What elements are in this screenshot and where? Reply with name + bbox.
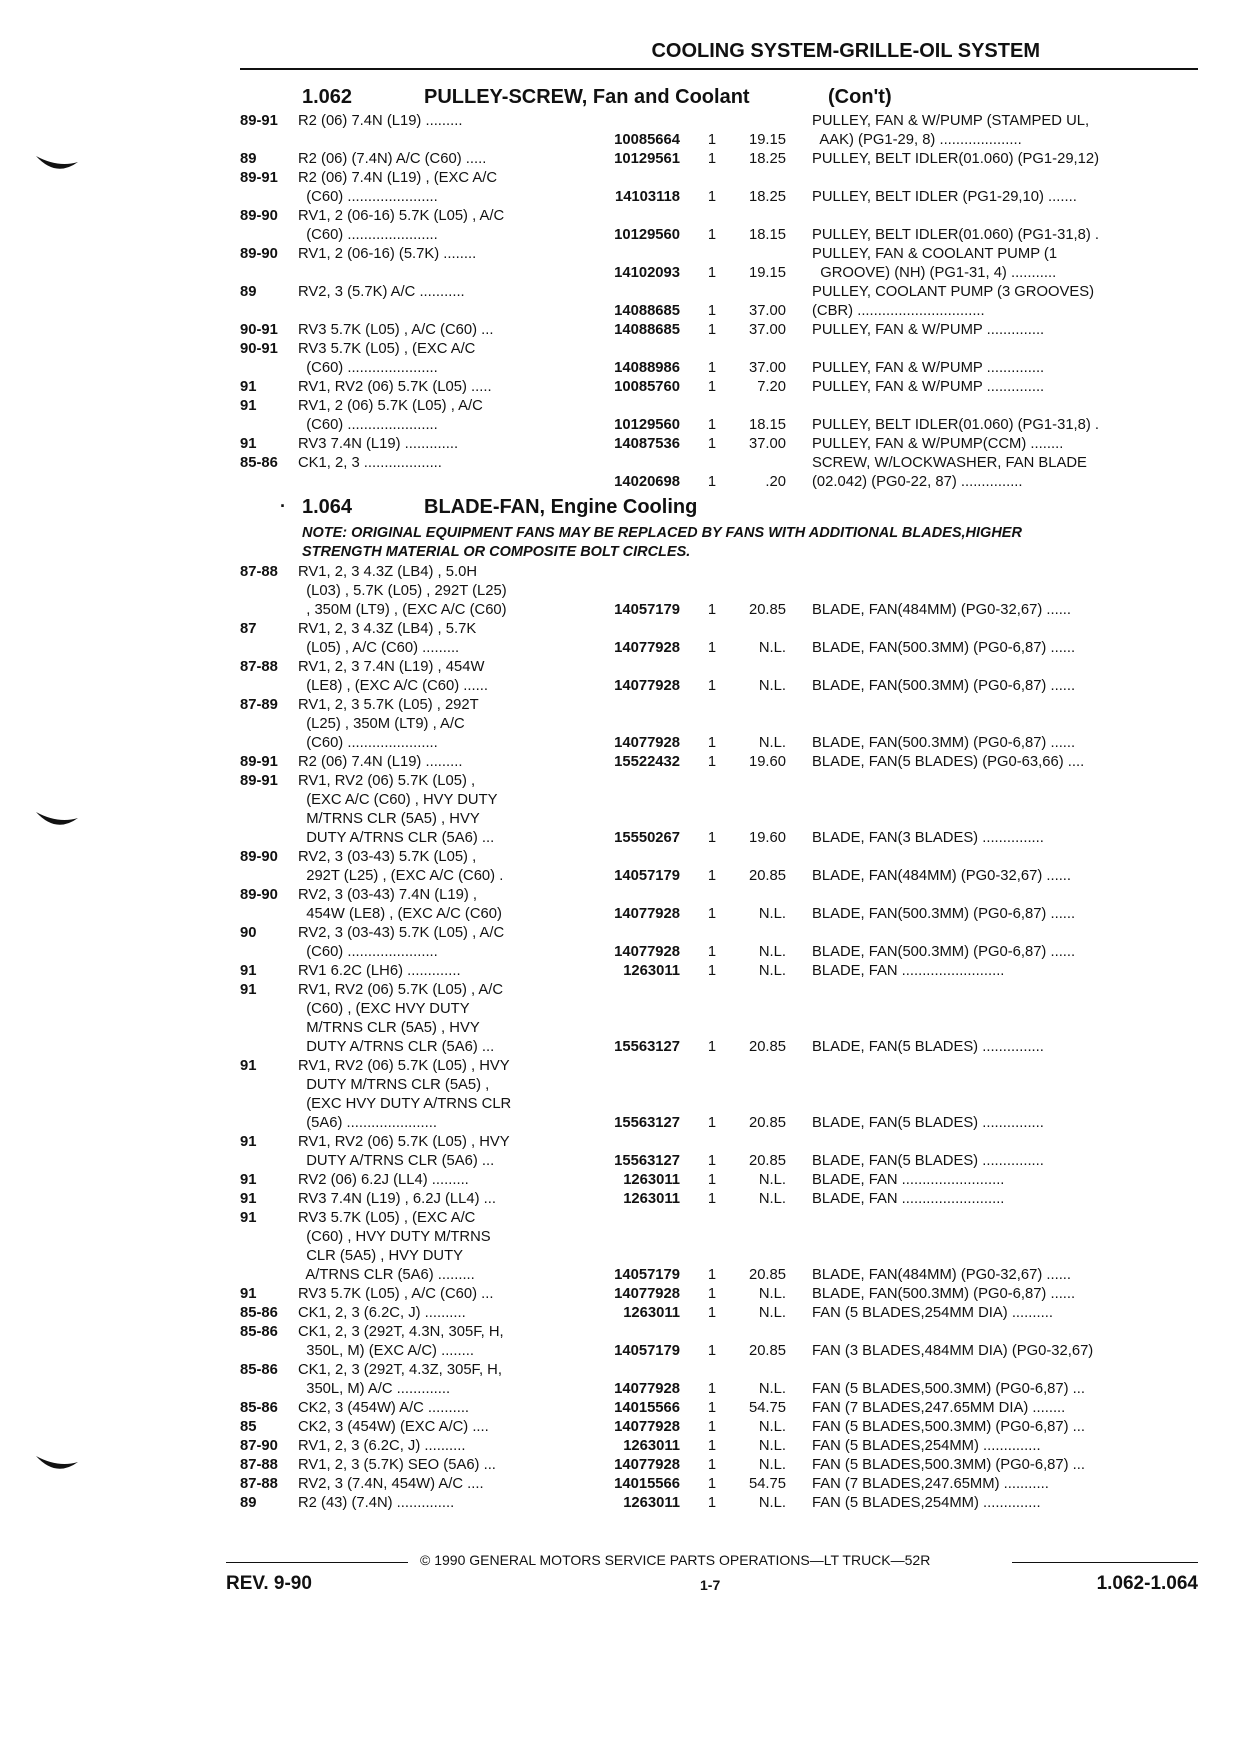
part-number: 14102093: [614, 265, 680, 281]
model-year: 87: [240, 621, 257, 637]
model-year: 89: [240, 151, 257, 167]
application: RV1, RV2 (06) 5.7K (L05) , (EXC A/C (C60) , HVY DUTY M/TRNS CLR (5A5) , HVY DUTY A/TRNS CLR (5A6) ...: [298, 773, 498, 846]
quantity: 1: [707, 1457, 717, 1473]
model-year: 90-91: [240, 322, 278, 338]
quantity: 1: [707, 189, 717, 205]
price: 20.85: [748, 1115, 786, 1131]
price: 7.20: [757, 379, 786, 395]
quantity: 1: [707, 265, 717, 281]
quantity: 1: [707, 1267, 717, 1283]
quantity: 1: [707, 1476, 717, 1492]
model-year: 89-91: [240, 754, 278, 770]
model-year: 89-91: [240, 170, 278, 186]
table-row: [240, 112, 1200, 150]
model-year: 91: [240, 982, 257, 998]
part-description: PULLEY, BELT IDLER(01.060) (PG1-31,8) .: [812, 417, 1100, 433]
price: 54.75: [748, 1400, 786, 1416]
part-description: FAN (7 BLADES,247.65MM DIA) ........: [812, 1400, 1066, 1416]
price: N.L.: [758, 1419, 786, 1435]
application: RV1, 2 (06-16) 5.7K (L05) , A/C (C60) ......................: [298, 208, 505, 243]
model-year: 85: [240, 1419, 257, 1435]
price: 20.85: [748, 868, 786, 884]
table-row: [240, 563, 1200, 620]
price: N.L.: [758, 1305, 786, 1321]
table-row: [240, 886, 1200, 924]
part-number: 15550267: [614, 830, 680, 846]
model-year: 85-86: [240, 1324, 278, 1340]
model-year: 91: [240, 1058, 257, 1074]
application: R2 (06) 7.4N (L19) .........: [298, 754, 463, 770]
part-description: BLADE, FAN(484MM) (PG0-32,67) ......: [812, 1267, 1072, 1283]
part-number: 14015566: [614, 1476, 680, 1492]
part-number: 15563127: [614, 1153, 680, 1169]
table-row: [240, 620, 1200, 658]
price: N.L.: [758, 735, 786, 751]
model-year: 91: [240, 398, 257, 414]
application: R2 (06) 7.4N (L19) .........: [298, 113, 463, 129]
table-row: [240, 1437, 1200, 1456]
table-row: [240, 1494, 1200, 1513]
quantity: 1: [707, 944, 717, 960]
application: RV1, 2, 3 5.7K (L05) , 292T (L25) , 350M (LT9) , A/C (C60) ......................: [298, 697, 479, 751]
table-row: [240, 772, 1200, 848]
part-description: BLADE, FAN(500.3MM) (PG0-6,87) ......: [812, 944, 1076, 960]
part-description: FAN (5 BLADES,254MM) ..............: [812, 1495, 1041, 1511]
application: RV2, 3 (03-43) 7.4N (L19) , 454W (LE8) , (EXC A/C (C60): [298, 887, 502, 922]
model-year: 90: [240, 925, 257, 941]
price: .20: [765, 474, 786, 490]
table-row: [240, 321, 1200, 340]
part-number: 14077928: [614, 1286, 680, 1302]
part-description: BLADE, FAN(500.3MM) (PG0-6,87) ......: [812, 1286, 1076, 1302]
application: RV3 5.7K (L05) , A/C (C60) ...: [298, 322, 494, 338]
part-description: FAN (7 BLADES,247.65MM) ...........: [812, 1476, 1049, 1492]
part-number: 1263011: [623, 1305, 680, 1321]
model-year: 91: [240, 963, 257, 979]
table-row: [240, 207, 1200, 245]
part-number: 14077928: [614, 1381, 680, 1397]
part-number: 14020698: [614, 474, 680, 490]
table-row: [240, 397, 1200, 435]
page-title: COOLING SYSTEM-GRILLE-OIL SYSTEM: [651, 40, 1040, 62]
part-description: FAN (5 BLADES,500.3MM) (PG0-6,87) ...: [812, 1381, 1086, 1397]
quantity: 1: [707, 754, 717, 770]
price: 20.85: [748, 1153, 786, 1169]
price: N.L.: [758, 944, 786, 960]
price: 19.60: [748, 830, 786, 846]
price: 37.00: [748, 360, 786, 376]
part-description: BLADE, FAN(3 BLADES) ...............: [812, 830, 1044, 846]
quantity: 1: [707, 1115, 717, 1131]
quantity: 1: [707, 1438, 717, 1454]
section-heading: [240, 86, 1200, 112]
quantity: 1: [707, 602, 717, 618]
revision-label: REV. 9-90: [226, 1573, 312, 1594]
quantity: 1: [707, 436, 717, 452]
quantity: 1: [707, 963, 717, 979]
part-number: 14057179: [614, 602, 680, 618]
table-row: [240, 924, 1200, 962]
table-row: [240, 1456, 1200, 1475]
part-number: 14077928: [614, 1457, 680, 1473]
model-year: 91: [240, 436, 257, 452]
quantity: 1: [707, 1286, 717, 1302]
section-continued: (Con't): [828, 86, 892, 108]
quantity: 1: [707, 379, 717, 395]
price: 20.85: [748, 1343, 786, 1359]
price: 37.00: [748, 322, 786, 338]
price: 19.15: [748, 265, 786, 281]
application: R2 (43) (7.4N) ..............: [298, 1495, 455, 1511]
model-year: 91: [240, 1134, 257, 1150]
table-row: [240, 981, 1200, 1057]
table-row: [240, 1133, 1200, 1171]
quantity: 1: [707, 1172, 717, 1188]
part-number: 14077928: [614, 640, 680, 656]
binder-hole-icon: [34, 152, 80, 176]
model-year: 91: [240, 1191, 257, 1207]
application: RV2, 3 (03-43) 5.7K (L05) , 292T (L25) , (EXC A/C (C60) .: [298, 849, 504, 884]
table-row: [240, 1304, 1200, 1323]
quantity: 1: [707, 735, 717, 751]
application: CK2, 3 (454W) (EXC A/C) ....: [298, 1419, 489, 1435]
model-year: 90-91: [240, 341, 278, 357]
part-description: BLADE, FAN .........................: [812, 1172, 1005, 1188]
quantity: 1: [707, 1495, 717, 1511]
price: 20.85: [748, 1267, 786, 1283]
quantity: 1: [707, 303, 717, 319]
table-row: [240, 454, 1200, 492]
price: N.L.: [758, 1495, 786, 1511]
part-number: 14077928: [614, 678, 680, 694]
price: 19.60: [748, 754, 786, 770]
application: RV3 7.4N (L19) .............: [298, 436, 459, 452]
model-year: 85-86: [240, 1400, 278, 1416]
model-year: 87-89: [240, 697, 278, 713]
footer-copyright: © 1990 GENERAL MOTORS SERVICE PARTS OPERATIONS—LT TRUCK—52R: [420, 1552, 931, 1568]
part-number: 10129560: [614, 227, 680, 243]
price: 37.00: [748, 436, 786, 452]
section-note: NOTE: ORIGINAL EQUIPMENT FANS MAY BE REPLACED BY FANS WITH ADDITIONAL BLADES,HIGHER STRENGTH MATERIAL OR COMPOSITE BOLT CIRCLES.: [302, 525, 1022, 560]
quantity: 1: [707, 360, 717, 376]
application: RV1 6.2C (LH6) .............: [298, 963, 461, 979]
quantity: 1: [707, 322, 717, 338]
price: 20.85: [748, 1039, 786, 1055]
quantity: 1: [707, 132, 717, 148]
part-description: FAN (5 BLADES,254MM) ..............: [812, 1438, 1041, 1454]
part-number: 14057179: [614, 868, 680, 884]
model-year: 91: [240, 1286, 257, 1302]
quantity: 1: [707, 640, 717, 656]
part-description: PULLEY, FAN & W/PUMP(CCM) ........: [812, 436, 1064, 452]
part-description: BLADE, FAN(5 BLADES) ...............: [812, 1039, 1044, 1055]
table-row: [240, 658, 1200, 696]
part-number: 14077928: [614, 944, 680, 960]
quantity: 1: [707, 678, 717, 694]
table-row: [240, 1475, 1200, 1494]
part-number: 14088685: [614, 322, 680, 338]
model-year: 91: [240, 1210, 257, 1226]
model-year: 89-90: [240, 849, 278, 865]
table-row: [240, 1323, 1200, 1361]
table-row: [240, 1209, 1200, 1285]
price: N.L.: [758, 640, 786, 656]
part-number: 1263011: [623, 1191, 680, 1207]
model-year: 91: [240, 379, 257, 395]
part-number: 14077928: [614, 906, 680, 922]
bullet-mark: ·: [280, 496, 286, 516]
table-row: [240, 340, 1200, 378]
part-description: PULLEY, FAN & W/PUMP ..............: [812, 379, 1045, 395]
price: N.L.: [758, 1286, 786, 1302]
price: 18.25: [748, 189, 786, 205]
application: CK2, 3 (454W) A/C ..........: [298, 1400, 470, 1416]
footer-rule-left: [226, 1562, 408, 1563]
model-year: 91: [240, 1172, 257, 1188]
model-year: 89-91: [240, 113, 278, 129]
application: CK1, 2, 3 (6.2C, J) ..........: [298, 1305, 466, 1321]
part-description: SCREW, W/LOCKWASHER, FAN BLADE (02.042) (PG0-22, 87) ...............: [812, 455, 1087, 490]
quantity: 1: [707, 417, 717, 433]
section-number: 1.064: [302, 496, 353, 518]
application: R2 (06) 7.4N (L19) , (EXC A/C (C60) ......................: [298, 170, 498, 205]
model-year: 89: [240, 1495, 257, 1511]
part-description: FAN (5 BLADES,254MM DIA) ..........: [812, 1305, 1053, 1321]
application: RV2, 3 (5.7K) A/C ...........: [298, 284, 465, 300]
quantity: 1: [707, 1381, 717, 1397]
table-row: [240, 1057, 1200, 1133]
part-description: PULLEY, FAN & W/PUMP ..............: [812, 360, 1045, 376]
part-number: 14077928: [614, 1419, 680, 1435]
application: CK1, 2, 3 (292T, 4.3N, 305F, H, 350L, M) (EXC A/C) ........: [298, 1324, 504, 1359]
application: RV3 5.7K (L05) , (EXC A/C (C60) ......................: [298, 341, 476, 376]
quantity: 1: [707, 1153, 717, 1169]
quantity: 1: [707, 1305, 717, 1321]
application: RV3 5.7K (L05) , (EXC A/C (C60) , HVY DUTY M/TRNS CLR (5A5) , HVY DUTY A/TRNS CLR (5A6) .........: [298, 1210, 491, 1283]
quantity: 1: [707, 1343, 717, 1359]
part-number: 10129560: [614, 417, 680, 433]
title-rule: [240, 68, 1198, 70]
application: RV2, 3 (7.4N, 454W) A/C ....: [298, 1476, 484, 1492]
table-row: [240, 378, 1200, 397]
price: N.L.: [758, 1191, 786, 1207]
part-description: FAN (5 BLADES,500.3MM) (PG0-6,87) ...: [812, 1457, 1086, 1473]
quantity: 1: [707, 1419, 717, 1435]
quantity: 1: [707, 151, 717, 167]
application: RV1, 2, 3 (5.7K) SEO (5A6) ...: [298, 1457, 496, 1473]
table-row: [240, 245, 1200, 283]
part-description: BLADE, FAN .........................: [812, 1191, 1005, 1207]
table-row: [240, 962, 1200, 981]
part-description: FAN (3 BLADES,484MM DIA) (PG0-32,67): [812, 1343, 1094, 1359]
part-number: 14103118: [614, 189, 680, 205]
part-description: PULLEY, BELT IDLER(01.060) (PG1-29,12): [812, 151, 1100, 167]
table-row: [240, 696, 1200, 753]
application: RV1, 2, 3 (6.2C, J) ..........: [298, 1438, 466, 1454]
model-year: 89-90: [240, 246, 278, 262]
part-description: BLADE, FAN(500.3MM) (PG0-6,87) ......: [812, 678, 1076, 694]
quantity: 1: [707, 227, 717, 243]
part-number: 15522432: [614, 754, 680, 770]
application: RV1, RV2 (06) 5.7K (L05) , HVY DUTY A/TRNS CLR (5A6) ...: [298, 1134, 510, 1169]
price: N.L.: [758, 906, 786, 922]
price: 18.25: [748, 151, 786, 167]
price: 37.00: [748, 303, 786, 319]
part-number: 10129561: [614, 151, 680, 167]
model-year: 87-88: [240, 564, 278, 580]
binder-hole-icon: [34, 1452, 80, 1476]
part-number: 15563127: [614, 1039, 680, 1055]
application: CK1, 2, 3 ...................: [298, 455, 442, 471]
table-row: [240, 1285, 1200, 1304]
quantity: 1: [707, 868, 717, 884]
model-year: 89-90: [240, 887, 278, 903]
section-number: 1.062: [302, 86, 353, 108]
model-year: 85-86: [240, 455, 278, 471]
part-number: 14015566: [614, 1400, 680, 1416]
section-range: 1.062-1.064: [1096, 1573, 1198, 1594]
application: RV1, 2, 3 4.3Z (LB4) , 5.0H (L03) , 5.7K (L05) , 292T (L25) , 350M (LT9) , (EXC A/C (C60): [298, 564, 507, 618]
price: 18.15: [748, 417, 786, 433]
page-number: 1-7: [700, 1577, 721, 1593]
application: RV2, 3 (03-43) 5.7K (L05) , A/C (C60) ......................: [298, 925, 505, 960]
application: RV1, 2, 3 7.4N (L19) , 454W (LE8) , (EXC A/C (C60) ......: [298, 659, 488, 694]
price: 20.85: [748, 602, 786, 618]
price: N.L.: [758, 678, 786, 694]
price: 19.15: [748, 132, 786, 148]
price: N.L.: [758, 1381, 786, 1397]
application: RV1, RV2 (06) 5.7K (L05) , A/C (C60) , (EXC HVY DUTY M/TRNS CLR (5A5) , HVY DUTY A/TRNS CLR (5A6) ...: [298, 982, 504, 1055]
application: R2 (06) (7.4N) A/C (C60) .....: [298, 151, 487, 167]
application: CK1, 2, 3 (292T, 4.3Z, 305F, H, 350L, M) A/C .............: [298, 1362, 502, 1397]
model-year: 87-88: [240, 1457, 278, 1473]
part-description: BLADE, FAN(484MM) (PG0-32,67) ......: [812, 868, 1072, 884]
part-number: 14088685: [614, 303, 680, 319]
section-title: PULLEY-SCREW, Fan and Coolant: [424, 86, 750, 108]
model-year: 85-86: [240, 1362, 278, 1378]
part-number: 1263011: [623, 1495, 680, 1511]
quantity: 1: [707, 1400, 717, 1416]
part-description: BLADE, FAN(5 BLADES) ...............: [812, 1153, 1044, 1169]
quantity: 1: [707, 1191, 717, 1207]
parts-listing: [240, 82, 1200, 1513]
table-row: [240, 1418, 1200, 1437]
price: 54.75: [748, 1476, 786, 1492]
application: RV1, RV2 (06) 5.7K (L05) .....: [298, 379, 492, 395]
part-number: 1263011: [623, 1172, 680, 1188]
section-heading: [240, 496, 1200, 522]
table-row: [240, 283, 1200, 321]
application: RV1, RV2 (06) 5.7K (L05) , HVY DUTY M/TRNS CLR (5A5) , (EXC HVY DUTY A/TRNS CLR (5A6) ......................: [298, 1058, 512, 1131]
part-description: BLADE, FAN(5 BLADES) ...............: [812, 1115, 1044, 1131]
part-description: BLADE, FAN(500.3MM) (PG0-6,87) ......: [812, 640, 1076, 656]
application: RV1, 2, 3 4.3Z (LB4) , 5.7K (L05) , A/C (C60) .........: [298, 621, 477, 656]
table-row: [240, 848, 1200, 886]
table-row: [240, 1171, 1200, 1190]
part-number: 10085664: [614, 132, 680, 148]
table-row: [240, 1361, 1200, 1399]
model-year: 85-86: [240, 1305, 278, 1321]
model-year: 87-88: [240, 1476, 278, 1492]
table-row: [240, 753, 1200, 772]
table-row: [240, 169, 1200, 207]
table-row: [240, 150, 1200, 169]
quantity: 1: [707, 830, 717, 846]
part-description: PULLEY, FAN & COOLANT PUMP (1 GROOVE) (NH) (PG1-31, 4) ...........: [812, 246, 1058, 281]
part-description: BLADE, FAN(5 BLADES) (PG0-63,66) ....: [812, 754, 1085, 770]
price: N.L.: [758, 1172, 786, 1188]
model-year: 89-91: [240, 773, 278, 789]
part-description: PULLEY, FAN & W/PUMP ..............: [812, 322, 1045, 338]
quantity: 1: [707, 906, 717, 922]
application: RV3 5.7K (L05) , A/C (C60) ...: [298, 1286, 494, 1302]
part-description: BLADE, FAN .........................: [812, 963, 1005, 979]
table-row: [240, 1190, 1200, 1209]
part-description: BLADE, FAN(500.3MM) (PG0-6,87) ......: [812, 735, 1076, 751]
application: RV1, 2 (06-16) (5.7K) ........: [298, 246, 477, 262]
part-number: 14057179: [614, 1343, 680, 1359]
quantity: 1: [707, 1039, 717, 1055]
price: N.L.: [758, 963, 786, 979]
model-year: 87-90: [240, 1438, 278, 1454]
part-number: 14077928: [614, 735, 680, 751]
part-description: PULLEY, BELT IDLER (PG1-29,10) .......: [812, 189, 1077, 205]
application: RV1, 2 (06) 5.7K (L05) , A/C (C60) ......................: [298, 398, 483, 433]
quantity: 1: [707, 474, 717, 490]
part-description: BLADE, FAN(500.3MM) (PG0-6,87) ......: [812, 906, 1076, 922]
part-number: 1263011: [623, 963, 680, 979]
part-description: PULLEY, COOLANT PUMP (3 GROOVES) (CBR) ...............................: [812, 284, 1095, 319]
part-description: FAN (5 BLADES,500.3MM) (PG0-6,87) ...: [812, 1419, 1086, 1435]
model-year: 89: [240, 284, 257, 300]
part-number: 15563127: [614, 1115, 680, 1131]
table-row: [240, 435, 1200, 454]
price: N.L.: [758, 1438, 786, 1454]
part-number: 14087536: [614, 436, 680, 452]
price: N.L.: [758, 1457, 786, 1473]
part-description: PULLEY, FAN & W/PUMP (STAMPED UL, AAK) (PG1-29, 8) ....................: [812, 113, 1090, 148]
part-number: 14057179: [614, 1267, 680, 1283]
footer-rule-right: [1012, 1562, 1198, 1563]
table-row: [240, 1399, 1200, 1418]
price: 18.15: [748, 227, 786, 243]
part-number: 1263011: [623, 1438, 680, 1454]
application: RV2 (06) 6.2J (LL4) .........: [298, 1172, 469, 1188]
part-number: 10085760: [614, 379, 680, 395]
part-description: PULLEY, BELT IDLER(01.060) (PG1-31,8) .: [812, 227, 1100, 243]
model-year: 89-90: [240, 208, 278, 224]
application: RV3 7.4N (L19) , 6.2J (LL4) ...: [298, 1191, 496, 1207]
binder-hole-icon: [34, 808, 80, 832]
model-year: 87-88: [240, 659, 278, 675]
part-description: BLADE, FAN(484MM) (PG0-32,67) ......: [812, 602, 1072, 618]
section-title: BLADE-FAN, Engine Cooling: [424, 496, 698, 518]
part-number: 14088986: [614, 360, 680, 376]
